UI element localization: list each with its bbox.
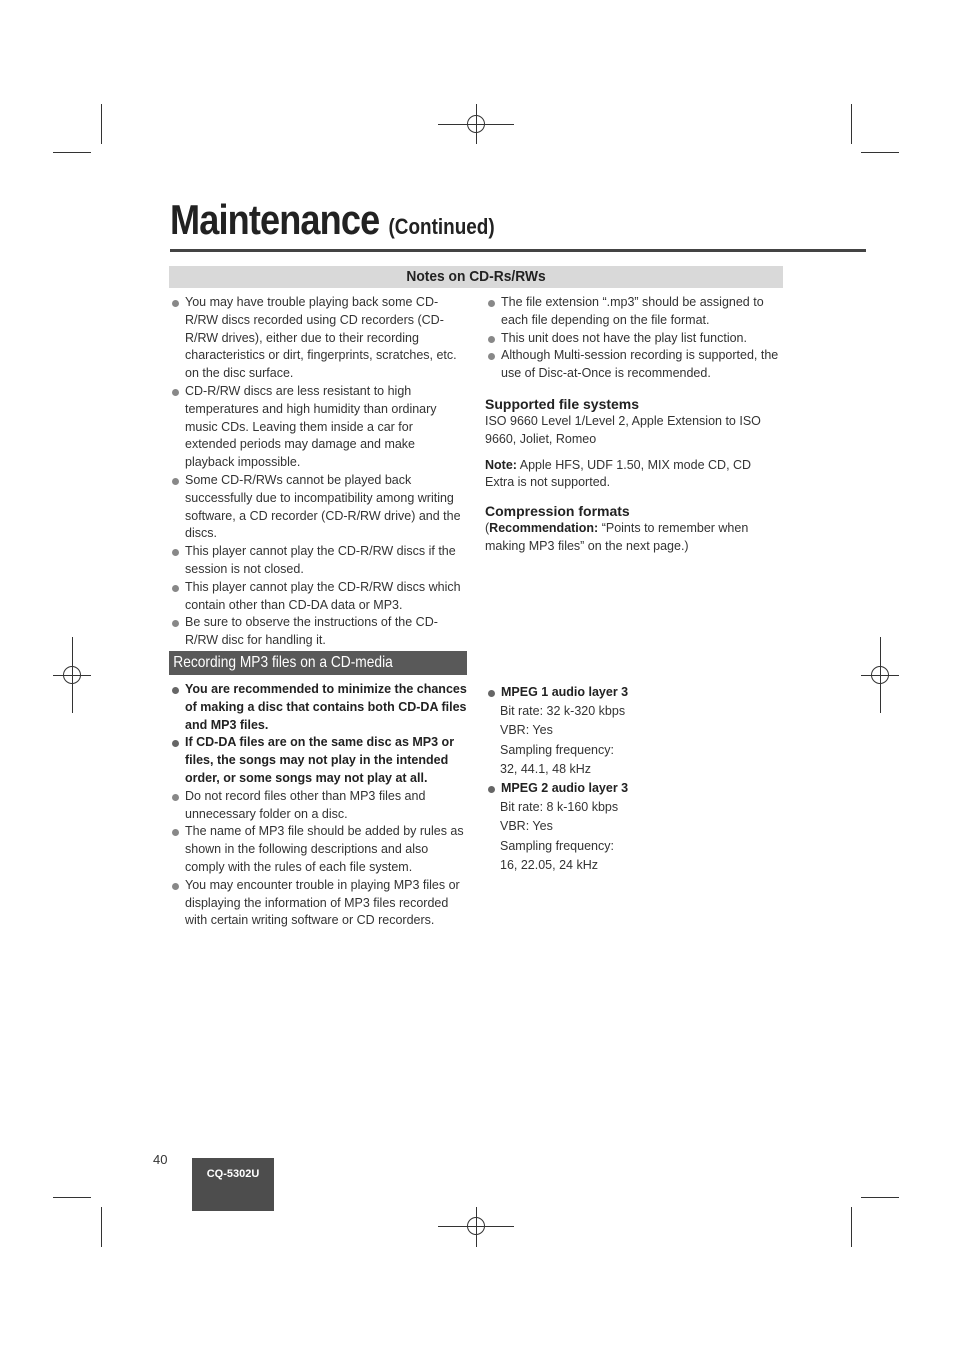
mpeg2-sampling-label: Sampling frequency: (500, 838, 614, 853)
supported-file-systems-text: ISO 9660 Level 1/Level 2, Apple Extension to ISO 9660, Joliet, Romeo (485, 413, 761, 446)
model-badge (192, 1158, 274, 1211)
note-label: Note: (485, 457, 517, 472)
page-number: 40 (153, 1152, 168, 1167)
compression-formats-heading: Compression formats (485, 503, 630, 520)
list-item: The name of MP3 file should be added by rules as shown in the following descriptions and also comply with the rules of each file system. (169, 823, 467, 876)
mpeg1-sampling-label: Sampling frequency: (500, 742, 614, 757)
mpeg2-bitrate: Bit rate: 8 k-160 kbps (500, 799, 619, 814)
recommendation-text: “Points to remember when making MP3 files” on the next page.) (485, 521, 749, 553)
section-heading-cd-notes: Notes on CD-Rs/RWs (169, 266, 783, 288)
mpeg1-sampling-values: 32, 44.1, 48 kHz (500, 762, 592, 777)
list-item: You may encounter trouble in playing MP3 files or displaying the information of MP3 files recorded with certain writing software or CD recorders. (169, 877, 467, 930)
compression-formats-text (485, 520, 783, 556)
cd-notes-left-column (169, 294, 467, 650)
supported-file-systems-note (485, 457, 783, 493)
page-title (170, 196, 495, 244)
mpeg2-title: MPEG 2 audio layer 3 (485, 780, 783, 798)
page-title-continued: (Continued) (388, 214, 495, 239)
section-heading-recording-mp3: Recording MP3 files on a CD-media (169, 651, 467, 675)
list-item: This player cannot play the CD-R/RW discs if the session is not closed. (169, 543, 467, 579)
recording-mp3-list (169, 681, 467, 930)
supported-file-systems-heading: Supported file systems (485, 395, 640, 412)
list-item: The file extension “.mp3” should be assigned to each file depending on the file format. (485, 294, 783, 330)
mpeg1-details (485, 702, 783, 780)
list-item: Be sure to observe the instructions of the CD-R/RW disc for handling it. (169, 614, 467, 650)
page-title-main: Maintenance (170, 196, 380, 243)
list-item: Some CD-R/RWs cannot be played back successfully due to incompatibility among writing software, a CD recorder (CD-R/RW drive) and the discs. (169, 472, 467, 543)
note-text: Apple HFS, UDF 1.50, MIX mode CD, CD Extra is not supported. (485, 457, 752, 490)
mpeg-formats-column (485, 684, 783, 876)
title-rule (170, 249, 866, 252)
mpeg2-vbr: VBR: Yes (500, 819, 553, 834)
mpeg1-title: MPEG 1 audio layer 3 (485, 684, 783, 702)
mpeg1-vbr: VBR: Yes (500, 723, 553, 738)
paren-open: ( (485, 521, 490, 536)
mpeg-formats-list-2 (485, 780, 783, 798)
list-item: CD-R/RW discs are less resistant to high temperatures and high humidity than ordinary music CDs. Leaving them inside a car for extended periods may damage and make playback impossible. (169, 383, 467, 472)
recording-mp3-left-column (169, 681, 467, 930)
list-item: This unit does not have the play list function. (485, 330, 783, 348)
cd-notes-list-right (485, 294, 783, 383)
list-item: If CD-DA files are on the same disc as MP3 or files, the songs may not play in the intended order, or some songs may not play at all. (169, 734, 467, 787)
list-item: You may have trouble playing back some CD-R/RW discs recorded using CD recorders (CD-R/RW drives), either due to their recording characteristics or dirt, fingerprints, scratches, etc. on the disc surface. (169, 294, 467, 383)
mpeg1-bitrate: Bit rate: 32 k-320 kbps (500, 703, 626, 718)
cd-notes-list (169, 294, 467, 650)
list-item: Although Multi-session recording is supported, the use of Disc-at-Once is recommended. (485, 347, 783, 383)
list-item: You are recommended to minimize the chances of making a disc that contains both CD-DA files and MP3 files. (169, 681, 467, 734)
mpeg2-details (485, 798, 783, 876)
cd-notes-right-column (485, 294, 783, 556)
model-label: CQ-5302U (206, 1168, 260, 1180)
list-item: Do not record files other than MP3 files and unnecessary folder on a disc. (169, 788, 467, 824)
recommendation-label: Recommendation: (489, 521, 599, 536)
list-item: This player cannot play the CD-R/RW discs which contain other than CD-DA data or MP3. (169, 579, 467, 615)
mpeg2-sampling-values: 16, 22.05, 24 kHz (500, 858, 598, 873)
mpeg-formats-list (485, 684, 783, 702)
